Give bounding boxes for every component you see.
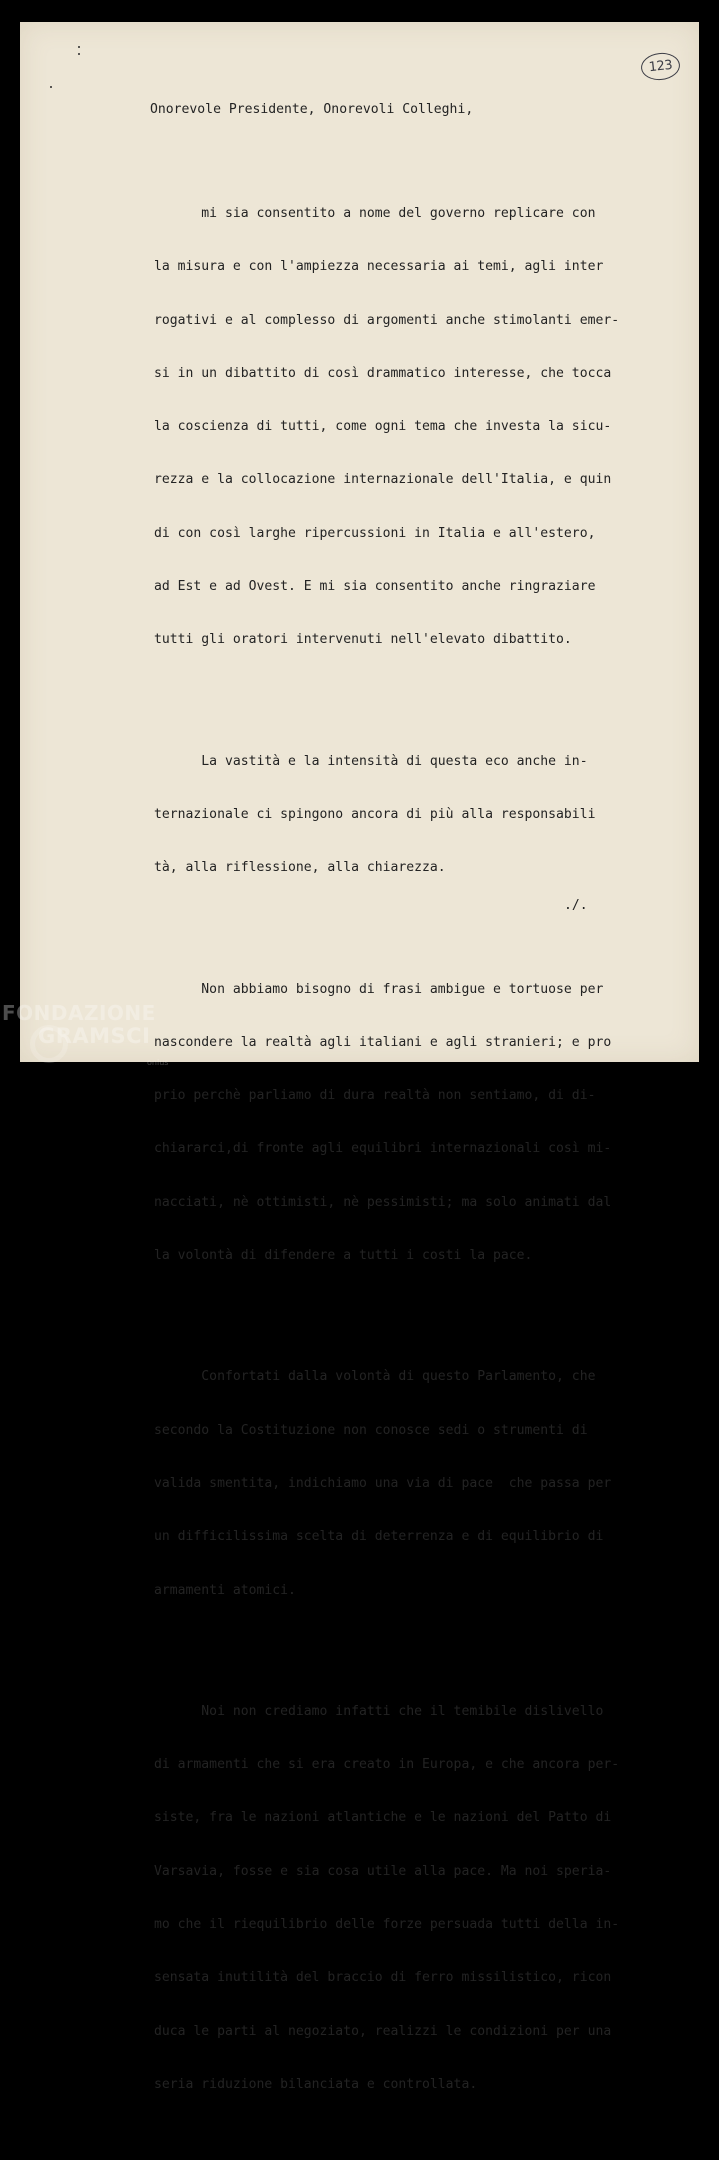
paragraph xyxy=(154,172,619,682)
text-line: chiararci,di fronte agli equilibri internazionali così mi- xyxy=(154,1141,612,1157)
text-line: rezza e la collocazione internazionale dell'Italia, e quin xyxy=(154,472,612,488)
continuation-mark: ./. xyxy=(564,898,588,913)
text-line: ternazionale ci spingono ancora di più alla responsabili xyxy=(154,806,596,822)
margin-mark xyxy=(78,46,80,48)
watermark-small-text: onlus xyxy=(147,1058,169,1067)
text-line: mo che il riequilibrio delle forze persuada tutti della in- xyxy=(154,1917,620,1933)
text-line: ad Est e ad Ovest. E mi sia consentito anche ringraziare xyxy=(154,579,596,595)
text-line: nascondere la realtà agli italiani e agli stranieri; e pro xyxy=(154,1034,612,1050)
text-line: Varsavia, fosse e sia cosa utile alla pace. Ma noi speria- xyxy=(154,1863,612,1879)
text-line: armamenti atomici. xyxy=(154,1582,296,1598)
text-line: mi sia consentito a nome del governo replicare con xyxy=(154,206,596,221)
paragraph xyxy=(154,720,619,910)
text-line: la misura e con l'ampiezza necessaria ai temi, agli inter xyxy=(154,259,604,275)
watermark-logo xyxy=(2,1001,169,1067)
text-line: secondo la Costituzione non conosce sedi o strumenti di xyxy=(154,1422,588,1438)
salutation: Onorevole Presidente, Onorevoli Colleghi, xyxy=(150,102,474,117)
watermark-line-1: FONDAZIONE xyxy=(2,1001,156,1025)
margin-mark xyxy=(50,86,52,88)
paragraph xyxy=(154,948,619,1298)
margin-mark xyxy=(78,53,80,55)
text-line: Noi non crediamo infatti che il temibile dislivello xyxy=(154,1703,604,1719)
text-line: un difficilissima scelta di deterrenza e di equilibrio di xyxy=(154,1529,604,1545)
text-line: valida smentita, indichiamo una via di pace che passa per xyxy=(154,1475,612,1491)
page-number-stamp: 123 xyxy=(640,51,682,82)
text-line: duca le parti al negoziato, realizzi le condizioni per una xyxy=(154,2023,612,2039)
text-line: di armamenti che si era creato in Europa, e che ancora per- xyxy=(154,1757,620,1773)
text-line: sensata inutilità del braccio di ferro missilistico, ricon xyxy=(154,1970,612,1986)
document-body xyxy=(154,142,619,2160)
text-line: rogativi e al complesso di argomenti anche stimolanti emer- xyxy=(154,312,620,328)
text-line: prio perchè parliamo di dura realtà non sentiamo, di di- xyxy=(154,1088,596,1104)
text-line: La vastità e la intensità di questa eco anche in- xyxy=(154,753,588,769)
text-line: Non abbiamo bisogno di frasi ambigue e tortuose per xyxy=(154,981,604,997)
watermark-line-2: GRAMSCI xyxy=(38,1024,151,1048)
text-line: di con così larghe ripercussioni in Italia e all'estero, xyxy=(154,525,596,541)
text-line: siste, fra le nazioni atlantiche e le nazioni del Patto di xyxy=(154,1810,612,1826)
text-line: la volontà di difendere a tutti i costi la pace. xyxy=(154,1248,533,1264)
text-line: la coscienza di tutti, come ogni tema che investa la sicu- xyxy=(154,419,612,435)
text-line: Confortati dalla volontà di questo Parlamento, che xyxy=(154,1369,596,1385)
paragraph xyxy=(154,1335,619,1631)
text-line: tà, alla riflessione, alla chiarezza. xyxy=(154,860,446,876)
text-line: tutti gli oratori intervenuti nell'elevato dibattito. xyxy=(154,632,572,648)
text-line: nacciati, nè ottimisti, nè pessimisti; ma solo animati dal xyxy=(154,1194,612,1210)
text-line: seria riduzione bilanciata e controllata. xyxy=(154,2076,478,2092)
paragraph xyxy=(154,1670,619,2126)
text-line: si in un dibattito di così drammatico interesse, che tocca xyxy=(154,365,612,381)
